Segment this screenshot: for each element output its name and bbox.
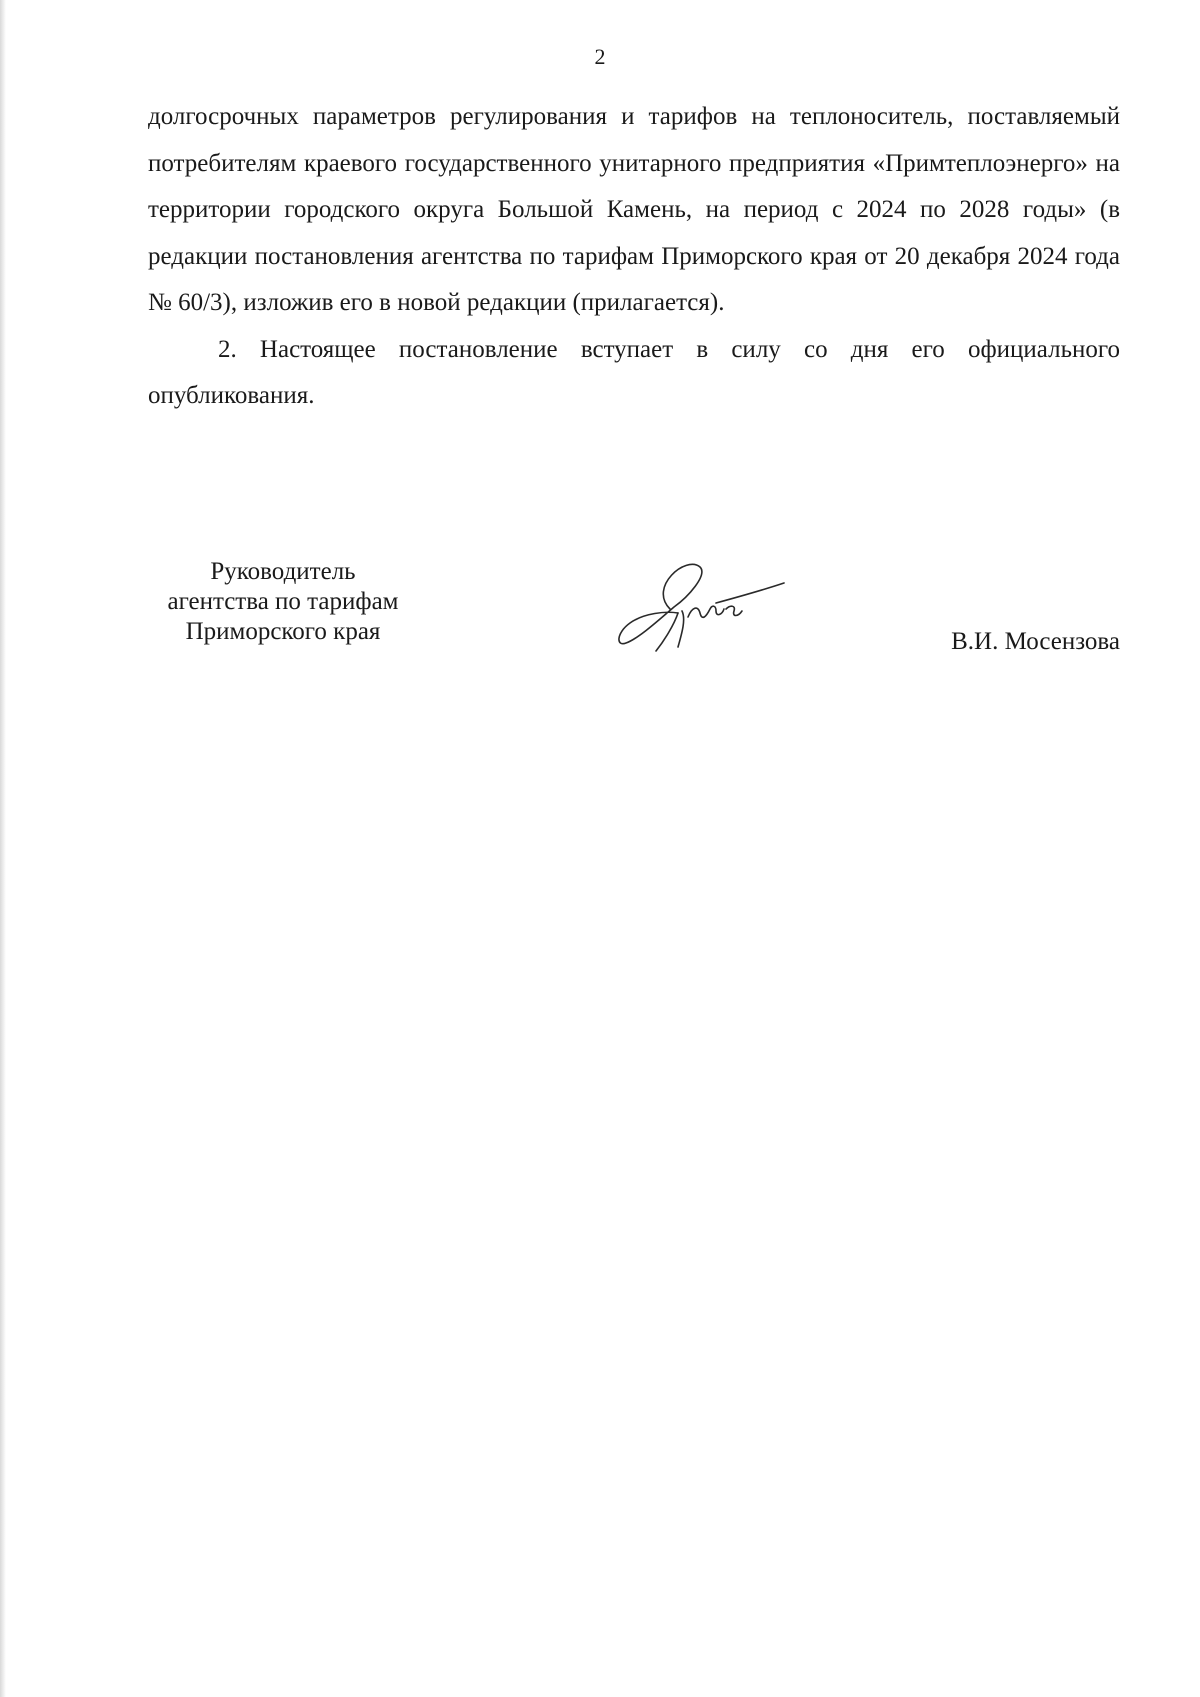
signatory-title: [138, 557, 428, 647]
document-body: [148, 94, 1120, 420]
signatory-name: В.И. Мосензова: [951, 628, 1120, 655]
signatory-title-line-2: агентства по тарифам: [167, 588, 399, 615]
paragraph-item-2: 2. Настоящее постановление вступает в силу со дня его официального опубликования.: [148, 335, 1120, 409]
scan-edge: [0, 0, 6, 1697]
signatory-title-line-3: Приморского края: [185, 618, 381, 645]
signature-block: [138, 557, 1120, 667]
paragraph-continuation: долгосрочных параметров регулирования и тарифов на теплоноситель, поставляемый потребителям краевого государственного унитарного предприятия «Примтеплоэнерго» на территории городского округа Большой Камень, на период с 2024 по 2028 годы» (в редакции постановления агентства по тарифам Приморского края от 20 декабря 2024 года № 60/3), изложив его в новой редакции (прилагается).: [148, 103, 1120, 316]
handwritten-signature-icon: [608, 547, 788, 657]
signatory-title-line-1: Руководитель: [210, 558, 356, 585]
page-number: 2: [594, 44, 606, 69]
